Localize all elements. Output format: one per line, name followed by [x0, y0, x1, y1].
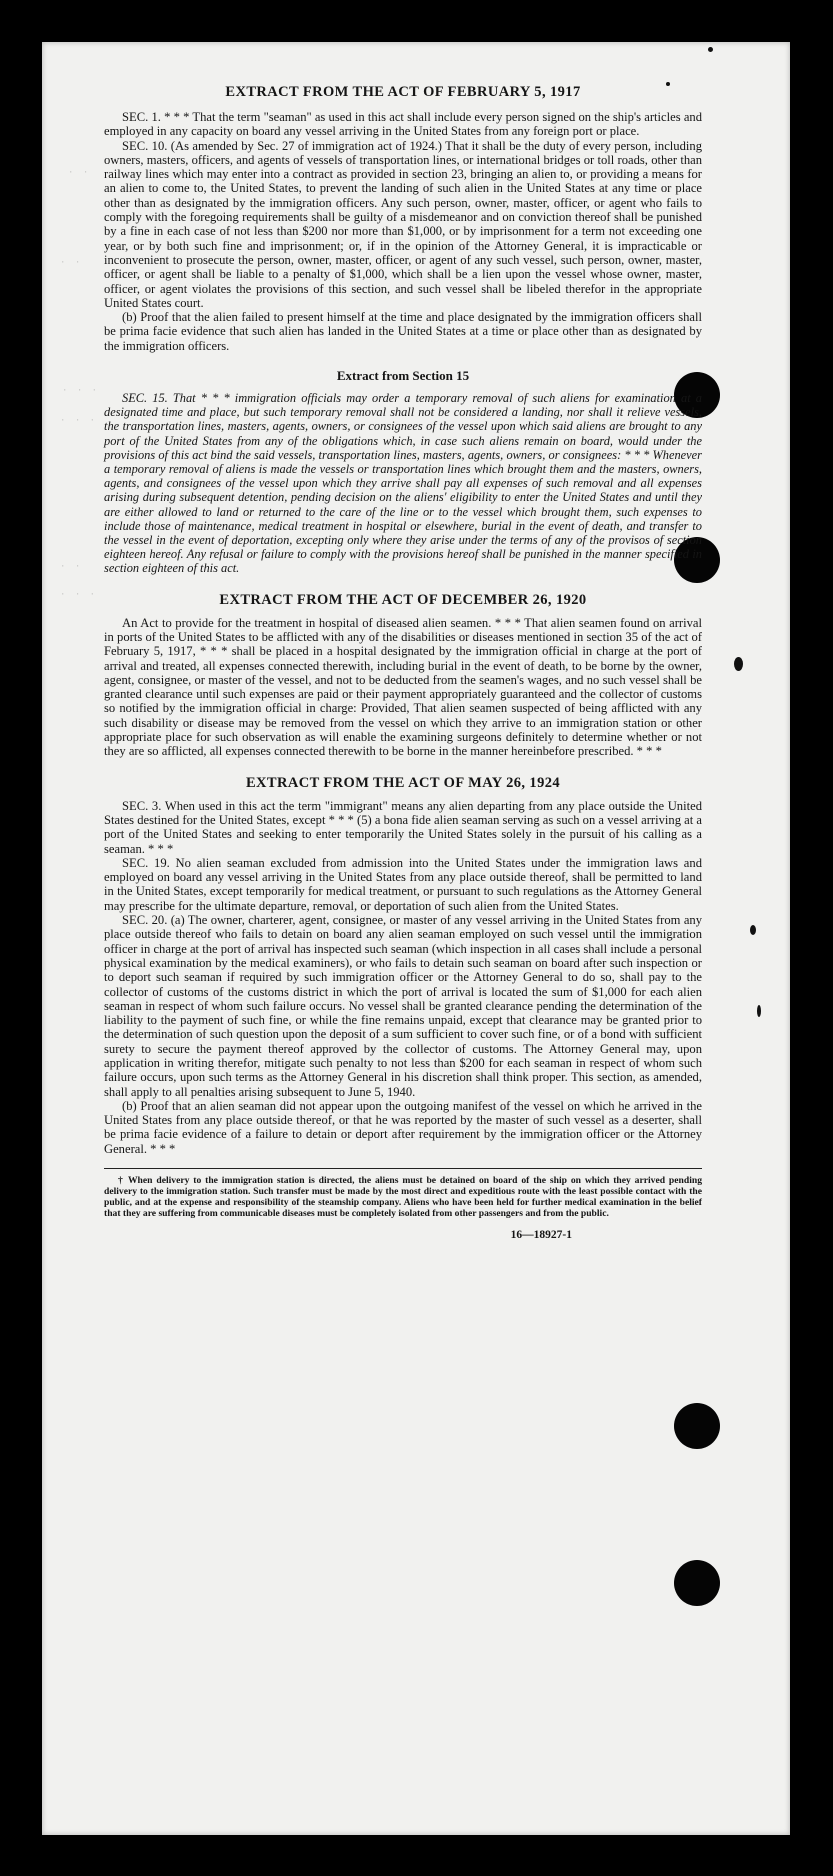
- speck: [734, 657, 743, 671]
- speck: [757, 1005, 761, 1017]
- section-15: [104, 367, 702, 576]
- paragraph: SEC. 20. (a) The owner, charterer, agent, consignee, or master of any vessel arriving in the United States from any place outside thereof who fails to detain on board any alien seaman employed on such vessel until the immigration officer in charge at the port of arrival has inspected such seaman (which inspection in all cases shall include a personal physical examination by the medical examiners), or who fails to detain such seaman on board after such inspection or to deport such seaman if required by such immigration officer or the Attorney General to do so, shall pay to the collector of customs of the customs district in which the port of arrival is located the sum of $1,000 for each alien seaman in respect of whom such failure occurs. No vessel shall be granted clearance pending the determination of the liability to the payment of such fine, or while the fine remains unpaid, except that clearance may be granted prior to the determination of such question upon the deposit of a sum sufficient to cover such fine, or of a bond with sufficient surety to secure the payment thereof approved by the collector of customs. The Attorney General may, upon application in writing therefor, mitigate such penalty to not less than $200 for each seaman in respect of whom such failure occurs, upon such terms as the Attorney General in his discretion shall think proper. This section, as amended, shall apply to all penalties arising subsequent to June 5, 1940.: [104, 913, 702, 1099]
- footnote-text: † When delivery to the immigration station is directed, the aliens must be detained on board of the ship on which they arrived pending delivery to the immigration station. Such transfer must be made by the most direct and expeditious route with the least possible contact with the public, and at the expense and responsibility of the steamship company. Aliens who have been held for further medical examination in the belief that they are suffering from communicable diseases must be completely isolated from other passengers and from the public.: [104, 1175, 702, 1220]
- paragraph: SEC. 15. That * * * immigration officials may order a temporary removal of such aliens for examination at a designated time and place, but such temporary removal shall not be considered a landing, nor shall it relieve vessels, the transportation lines, masters, agents, owners, or consignees of the vessel upon which said aliens are brought to any port of the United States from any of the obligations which, in case such aliens remain on board, would under the provisions of this act bind the said vessels, transportation lines, masters, agents, owners, or consignees: * * * Whenever a temporary removal of aliens is made the vessels or transportation lines which brought them and the masters, owners, agents, and consignees of the vessel upon which they arrive shall pay all expenses of such removal and all expenses arising during subsequent detention, pending decision on the aliens' eligibility to enter the United States and until they are either allowed to land or returned to the care of the line or to the vessel which brought them, such expenses to include those of maintenance, medical treatment in hospital or elsewhere, burial in the event of death, and transfer to the vessel in the event of deportation, excepting only where they arise under the terms of any of the provisos of section eighteen hereof. Any refusal or failure to comply with the provisions hereof shall be punished in the manner specified in section eighteen of this act.: [104, 391, 702, 576]
- paragraph: An Act to provide for the treatment in hospital of diseased alien seamen. * * * That alien seamen found on arrival in ports of the United States to be afflicted with any of the disabilities or diseases mentioned in section 35 of the act of February 5, 1917, * * * shall be placed in a hospital designated by the immigration official in charge at the port of arrival and treated, all expenses connected therewith, including burial in the event of death, to be borne by the owner, agent, consignee, or master of the vessel, and not to be deducted from the seamen's wages, and no such vessel shall be granted clearance until such expenses are paid or their payment appropriately guaranteed and the collector of customs so notified by the immigration official in charge: Provided, That alien seamen suspected of being afflicted with any such disability or disease may be removed from the vessel on which they arrive to an immigration station or other appropriate place for such observation as will enable the examining surgeons definitely to determine whether or not they are so afflicted, all expenses connected therewith to be borne in the manner hereinbefore prescribed. * * *: [104, 615, 702, 759]
- paragraph: SEC. 1. * * * That the term "seaman" as used in this act shall include every person signed on the ship's articles and employed in any capacity on board any vessel arriving in the United States from any foreign port or place.: [104, 110, 702, 139]
- section-feb-1917: [104, 110, 702, 353]
- form-number: 16—18927-1: [510, 1229, 572, 1242]
- section-may-1924: [104, 773, 702, 1156]
- punch-hole: [674, 1403, 720, 1449]
- section-heading: EXTRACT FROM THE ACT OF FEBRUARY 5, 1917: [225, 84, 581, 100]
- margin-bleed-mark: · · ·: [60, 590, 98, 600]
- punch-hole: [674, 1560, 720, 1606]
- margin-bleed-mark: · ·: [60, 562, 83, 572]
- margin-bleed-mark: · · ·: [62, 386, 100, 396]
- margin-bleed-mark: · ·: [60, 258, 83, 268]
- footnote: [104, 1175, 702, 1219]
- section-heading: EXTRACT FROM THE ACT OF MAY 26, 1924: [245, 774, 561, 791]
- speck: [708, 47, 713, 52]
- speck: [750, 925, 756, 935]
- footnote-divider: [104, 1168, 702, 1169]
- section-subheading: Extract from Section 15: [336, 368, 470, 384]
- section-dec-1920: [104, 590, 702, 759]
- paragraph: SEC. 19. No alien seaman excluded from admission into the United States under the immigration laws and employed on board any vessel arriving in the United States from any place outside thereof, shall be permitted to land in the United States, except temporarily for medical treatment, or pursuant to such regulations as the Attorney General may prescribe for the ultimate departure, removal, or deportation of such alien from the United States.: [104, 855, 702, 913]
- section-heading: EXTRACT FROM THE ACT OF DECEMBER 26, 1920: [219, 591, 587, 608]
- margin-bleed-mark: · · ·: [60, 416, 98, 426]
- document-body: [104, 82, 702, 1241]
- paragraph: SEC. 3. When used in this act the term "immigrant" means any alien departing from any place outside the United States destined for the United States, except * * * (5) a bona fide alien seaman serving as such on a vessel arriving at a port of the United States and seeking to enter temporarily the United States solely in the pursuit of his calling as a seaman. * * *: [104, 798, 702, 856]
- paragraph: (b) Proof that an alien seaman did not appear upon the outgoing manifest of the vessel on which he arrived in the United States from any place outside thereof, or that he was reported by the master of such vessel as a deserter, shall be prima facie evidence of a failure to detain or deport after requirement by the immigration officer or the Attorney General. * * *: [104, 1098, 702, 1156]
- margin-bleed-mark: · ·: [68, 168, 91, 178]
- paragraph: (b) Proof that the alien failed to present himself at the time and place designated by the immigration officers shall be prima facie evidence that such alien has landed in the United States at a time or place other than as designated by the immigration officers.: [104, 310, 702, 353]
- paragraph: SEC. 10. (As amended by Sec. 27 of immigration act of 1924.) That it shall be the duty of every person, including owners, masters, officers, and agents of vessels of transportation lines, or international bridges or toll roads, other than railway lines which may enter into a contract as provided in section 23, bringing an alien to, or providing a means for an alien to come to, the United States, to prevent the landing of such alien in the United States at any time or place other than as designated by the immigration officers. Any such person, owner, master, officer, or agent who fails to comply with the foregoing requirements shall be guilty of a misdemeanor and on conviction thereof shall be punished by a fine in each case of not less than $200 nor more than $1,000, or by imprisonment for a term not exceeding one year, or by both such fine and imprisonment; or, if in the opinion of the Attorney General, it is impracticable or inconvenient to prosecute the person, owner, master, officer, or agent of any such vessel, such person, owner, master, officer, or agent shall be liable to a penalty of $1,000, which shall be a lien upon the vessel whose owner, master, officer, or agent violates the provisions of this section, and such vessel shall be libeled therefor in the appropriate United States court.: [104, 138, 702, 310]
